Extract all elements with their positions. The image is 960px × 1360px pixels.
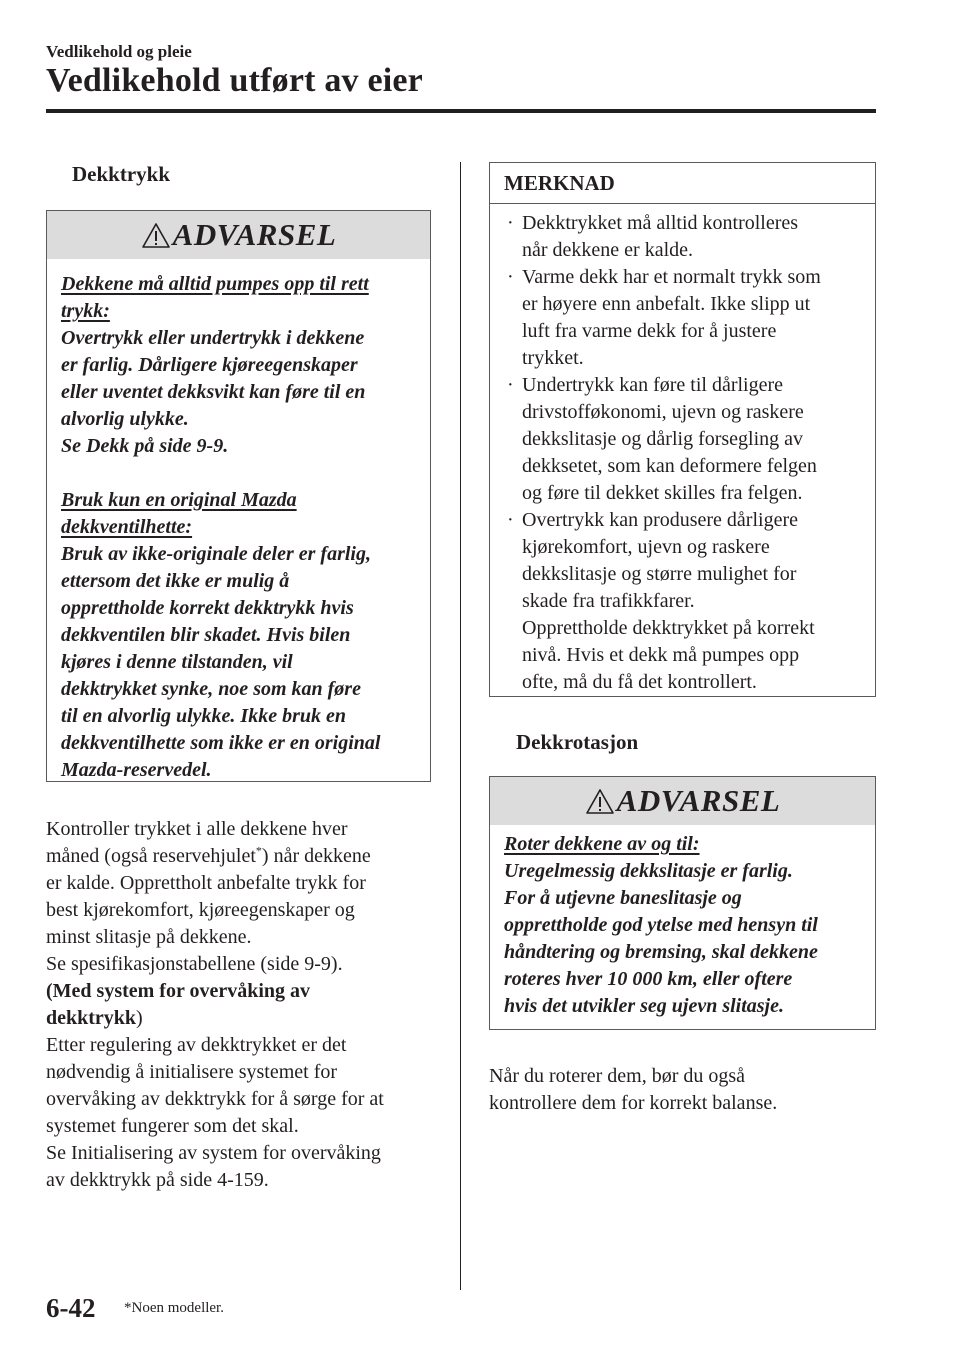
warning-line: håndtering og bremsing, skal dekkene [504, 941, 818, 963]
bullet: · [507, 509, 514, 531]
warning-line: dekkventilen blir skadet. Hvis bilen [61, 624, 351, 646]
body-line: kontrollere dem for korrekt balanse. [489, 1092, 778, 1114]
warning-triangle-icon [585, 788, 615, 815]
section-label: Vedlikehold og pleie [46, 42, 192, 61]
warning-box-rotation [489, 776, 876, 1030]
warning-body [490, 825, 875, 1020]
warning-line: opprettholde god ytelse med hensyn til [504, 914, 818, 936]
warning-line: Se Dekk på side 9-9. [61, 435, 229, 457]
page-title: Vedlikehold utført av eier [46, 62, 423, 99]
warning-box-pressure [46, 210, 431, 782]
body-line: Når du roterer dem, bør du også [489, 1065, 746, 1087]
warning-line: til en alvorlig ulykke. Ikke bruk en [61, 705, 346, 727]
body-line: best kjørekomfort, kjøreegenskaper og [46, 899, 355, 921]
body-line: minst slitasje på dekkene. [46, 926, 252, 948]
page-number: 6-42 [46, 1293, 96, 1323]
warning-line: Bruk av ikke-originale deler er farlig, [61, 543, 371, 565]
body-line-bold: (Med system for overvåking av [46, 980, 311, 1002]
warning-header [47, 211, 430, 259]
warning-subheading: trykk: [61, 300, 110, 322]
header-rule [46, 109, 876, 113]
bullet: · [507, 212, 514, 234]
bullet: · [507, 266, 514, 288]
warning-subheading: Bruk kun en original Mazda [61, 489, 297, 511]
warning-line: dekktrykket synke, noe som kan føre [61, 678, 361, 700]
warning-line: hvis det utvikler seg ujevn slitasje. [504, 995, 784, 1017]
body-line: Se Initialisering av system for overvåking [46, 1142, 381, 1164]
warning-line: Overtrykk eller undertrykk i dekkene [61, 327, 365, 349]
body-line: nødvendig å initialisere systemet for [46, 1061, 338, 1083]
warning-subheading: Dekkene må alltid pumpes opp til rett [61, 273, 369, 295]
warning-line: ettersom det ikke er mulig å [61, 570, 290, 592]
warning-line: For å utjevne baneslitasje og [504, 887, 742, 909]
warning-line: opprettholde korrekt dekktrykk hvis [61, 597, 354, 619]
warning-line: roteres hver 10 000 km, eller oftere [504, 968, 793, 990]
warning-body [47, 259, 430, 784]
warning-line: Mazda-reservedel. [61, 759, 212, 781]
heading-dekkrotasjon: Dekkrotasjon [516, 730, 639, 754]
body-line: dekktrykk) [46, 1007, 143, 1029]
warning-title: ADVARSEL [172, 217, 337, 252]
body-text-rotation [489, 1063, 879, 1117]
body-line: systemet fungerer som det skal. [46, 1115, 299, 1137]
body-line: overvåking av dekktrykk for å sørge for at [46, 1088, 384, 1110]
warning-triangle-icon [141, 222, 171, 249]
warning-line: dekkventilhette som ikke er en original [61, 732, 381, 754]
body-line: Etter regulering av dekktrykket er det [46, 1034, 347, 1056]
note-item: · Undertrykk kan føre til dårligere drivstofføkonomi, ujevn og raskere dekkslitasje og dårlig forsegling av dekksetet, som kan deformere felgen og føre til dekket skilles fra felgen. [507, 374, 817, 504]
warning-header [490, 777, 875, 825]
warning-subheading: Roter dekkene av og til: [504, 833, 700, 855]
note-list [490, 204, 875, 696]
note-title: MERKNAD [490, 163, 875, 204]
body-line: måned (også reservehjulet*) når dekkene [46, 843, 371, 867]
body-text-pressure [46, 816, 446, 1194]
column-divider [460, 162, 461, 1290]
body-line: Se spesifikasjonstabellene (side 9-9). [46, 953, 343, 975]
warning-line: kjøres i denne tilstanden, vil [61, 651, 293, 673]
warning-line: er farlig. Dårligere kjøreegenskaper [61, 354, 358, 376]
warning-line: alvorlig ulykke. [61, 408, 189, 430]
body-line: er kalde. Opprettholt anbefalte trykk for [46, 872, 366, 894]
warning-title: ADVARSEL [616, 783, 781, 818]
warning-line: eller uventet dekksvikt kan føre til en [61, 381, 366, 403]
note-item: · Overtrykk kan produsere dårligere kjørekomfort, ujevn og raskere dekkslitasje og større mulighet for skade fra trafikkfarer. Opprettholde dekktrykket på korrekt nivå. Hvis et dekk må pumpes opp ofte, må du få det kontrollert. [507, 509, 815, 693]
heading-dekktrykk: Dekktrykk [72, 162, 171, 186]
note-item: · Dekktrykket må alltid kontrolleres når dekkene er kalde. [507, 212, 799, 261]
note-box [489, 162, 876, 697]
body-line: av dekktrykk på side 4-159. [46, 1169, 269, 1191]
footnote: *Noen modeller. [124, 1300, 224, 1316]
body-line: Kontroller trykket i alle dekkene hver [46, 818, 348, 840]
warning-subheading: dekkventilhette: [61, 516, 193, 538]
bullet: · [507, 374, 514, 396]
warning-line: Uregelmessig dekkslitasje er farlig. [504, 860, 793, 882]
note-item: · Varme dekk har et normalt trykk som er høyere enn anbefalt. Ikke slipp ut luft fra varme dekk for å justere trykket. [507, 266, 821, 369]
